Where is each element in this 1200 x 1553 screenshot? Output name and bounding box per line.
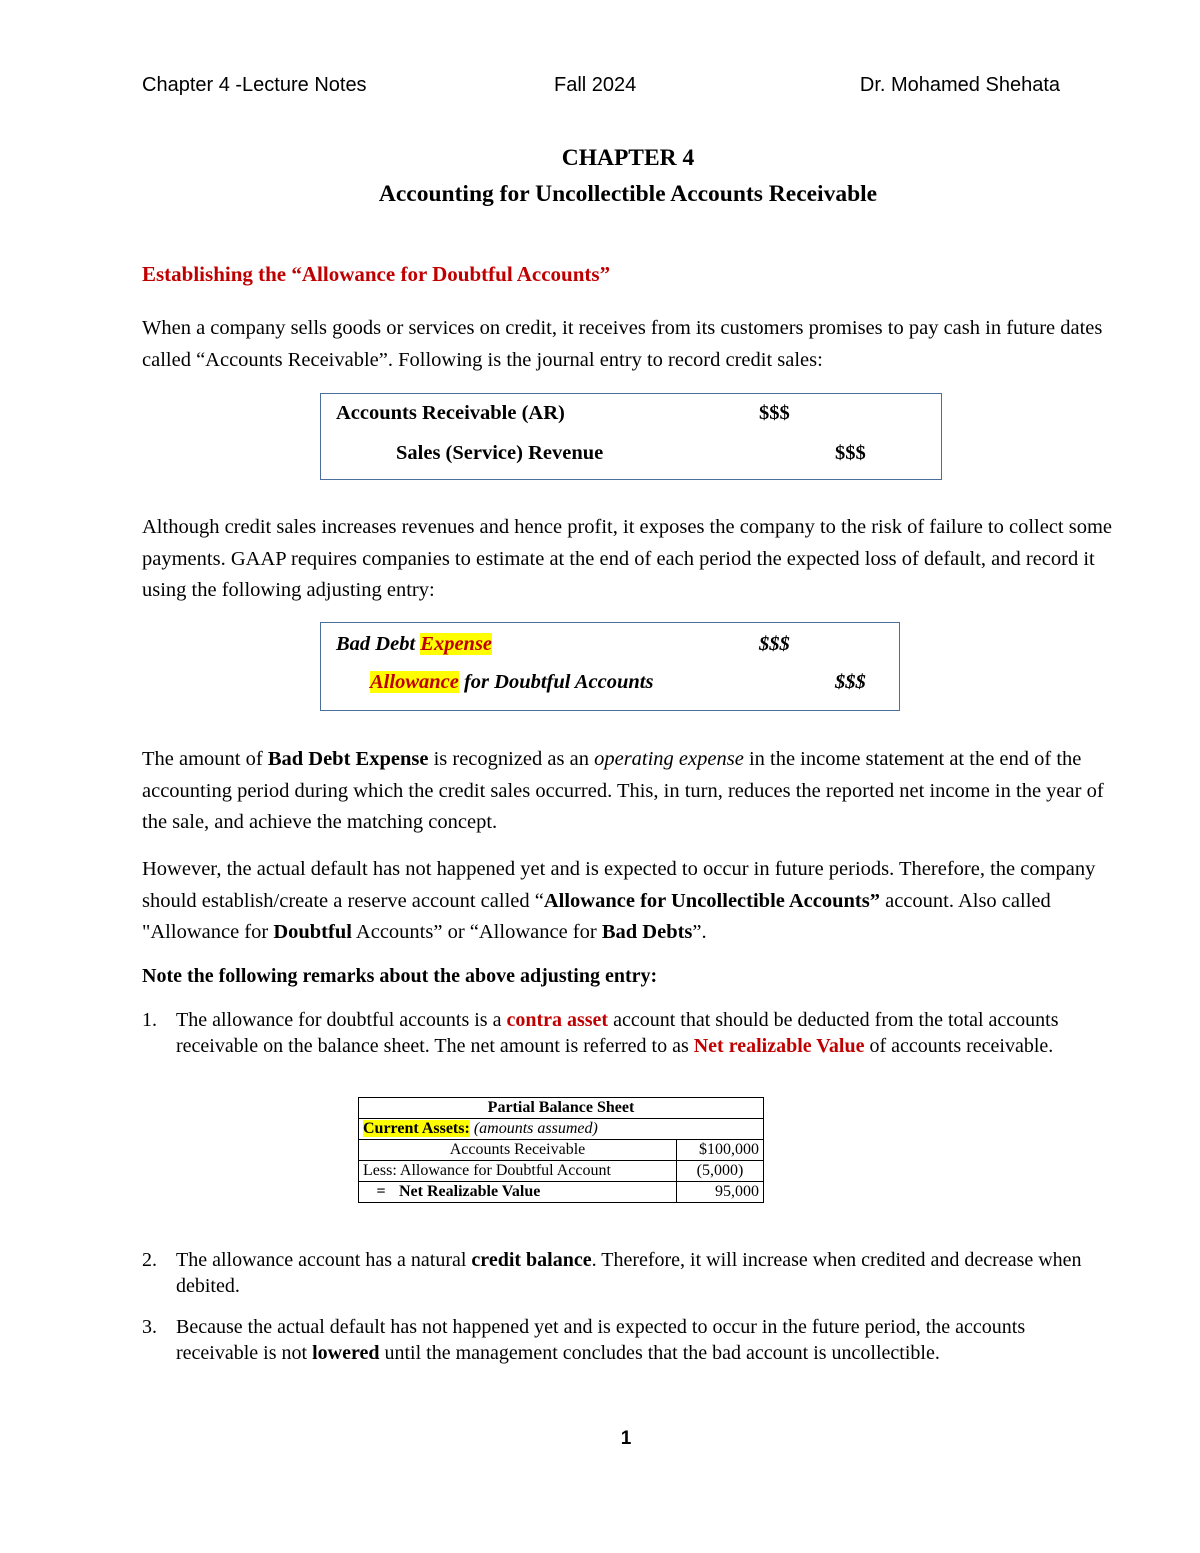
credit-account-suffix: for Doubtful Accounts xyxy=(458,671,654,693)
table-row xyxy=(359,1098,764,1119)
debit-amount: $$$ xyxy=(759,402,790,424)
journal-entry-adjusting xyxy=(320,622,900,711)
italic-term: operating expense xyxy=(594,748,744,770)
bold-term: Bad Debts xyxy=(601,921,693,943)
table-row xyxy=(359,1182,764,1203)
text-run: until the management concludes that the bad account is uncollectible. xyxy=(379,1342,940,1364)
bold-term: Bad Debt Expense xyxy=(267,748,429,770)
credit-account xyxy=(370,671,653,694)
debit-account xyxy=(336,633,492,656)
highlight-allowance: Allowance xyxy=(370,671,459,693)
balance-sheet-title: Partial Balance Sheet xyxy=(359,1098,764,1119)
chapter-title: CHAPTER 4 xyxy=(561,145,695,171)
debit-account-prefix: Bad Debt xyxy=(336,633,421,655)
list-text xyxy=(176,1247,1101,1299)
journal-entry-credit-sales xyxy=(320,393,942,480)
partial-balance-sheet xyxy=(358,1097,764,1203)
page-number: 1 xyxy=(620,1428,632,1449)
text-run: The allowance account has a natural xyxy=(176,1249,472,1271)
current-assets-label: Current Assets: xyxy=(363,1120,470,1137)
text-run: However, the actual default has not happened yet and is expected to occur in future periods. Therefore, the company should establish/create a reserve account called “ xyxy=(142,858,1096,912)
header-author: Dr. Mohamed Shehata xyxy=(859,74,1060,96)
equals-sign: = xyxy=(376,1183,386,1200)
text-run: Because the actual default has not happened yet and is expected to occur in the future period, the accounts receivable is not xyxy=(176,1316,1026,1364)
paragraph-credit-sales: When a company sells goods or services on credit, it receives from its customers promises to pay cash in future dates called “Accounts Receivable”. Following is the journal entry to record credit sales: xyxy=(142,317,1103,371)
text-run: The allowance for doubtful accounts is a xyxy=(176,1009,507,1031)
list-text xyxy=(176,1007,1101,1059)
credit-amount: $$$ xyxy=(835,671,866,693)
text-run: The amount of xyxy=(142,748,268,770)
row-value: (5,000) xyxy=(677,1161,764,1182)
list-number: 1. xyxy=(142,1009,157,1031)
net-realizable-label: Net Realizable Value xyxy=(399,1183,541,1200)
current-assets-cell xyxy=(359,1119,764,1140)
bold-term: Doubtful xyxy=(273,921,352,943)
credit-account: Sales (Service) Revenue xyxy=(396,442,604,464)
text-run: ”. xyxy=(692,921,707,943)
text-run: account that should be deducted from the total accounts receivable on the balance sheet. The net amount is referred to as xyxy=(176,1009,1059,1057)
remarks-heading: Note the following remarks about the above adjusting entry: xyxy=(142,965,658,987)
text-run: Accounts” or “Allowance for xyxy=(351,921,602,943)
page-header xyxy=(142,74,1060,100)
header-course: Chapter 4 -Lecture Notes xyxy=(142,74,367,96)
row-value: $100,000 xyxy=(677,1140,764,1161)
bold-term: lowered xyxy=(312,1342,380,1364)
row-label: Accounts Receivable xyxy=(359,1140,677,1161)
paragraph-allowance-account xyxy=(142,854,1122,949)
section-heading: Establishing the “Allowance for Doubtful Accounts” xyxy=(142,262,611,286)
text-run: account. Also called "Allowance for xyxy=(142,889,1051,943)
highlight-term: Net realizable Value xyxy=(693,1035,865,1057)
table-row xyxy=(359,1119,764,1140)
highlight-term: contra asset xyxy=(506,1009,609,1031)
bold-term: credit balance xyxy=(471,1249,592,1271)
text-run: of accounts receivable. xyxy=(864,1035,1054,1057)
table-row xyxy=(359,1161,764,1182)
debit-amount: $$$ xyxy=(759,633,790,655)
bold-term: Allowance for Uncollectible Accounts” xyxy=(543,889,880,912)
header-term: Fall 2024 xyxy=(554,74,637,96)
list-number: 2. xyxy=(142,1249,157,1271)
text-run: in the income statement at the end of the accounting period during which the credit sales occurred. This, in turn, reduces the reported net income in the year of the sale, and achieve the matching concept. xyxy=(142,748,1104,833)
net-realizable-label-cell xyxy=(359,1182,677,1203)
text-run: is recognized as an xyxy=(428,748,595,770)
row-label: Less: Allowance for Doubtful Account xyxy=(359,1161,677,1182)
paragraph-bad-debt-expense xyxy=(142,744,1122,839)
credit-amount: $$$ xyxy=(835,442,866,464)
chapter-subtitle: Accounting for Uncollectible Accounts Receivable xyxy=(378,181,878,207)
highlight-expense: Expense xyxy=(420,633,493,655)
amounts-note: (amounts assumed) xyxy=(469,1120,598,1137)
list-text xyxy=(176,1314,1101,1366)
paragraph-risk: Although credit sales increases revenues and hence profit, it exposes the company to the risk of failure to collect some payments. GAAP requires companies to estimate at the end of each period the expected loss of default, and record it using the following adjusting entry: xyxy=(142,516,1113,601)
list-number: 3. xyxy=(142,1316,157,1338)
text-run: . Therefore, it will increase when credited and decrease when debited. xyxy=(176,1249,1082,1297)
net-realizable-value: 95,000 xyxy=(677,1182,764,1203)
table-row xyxy=(359,1140,764,1161)
debit-account: Accounts Receivable (AR) xyxy=(336,402,565,424)
